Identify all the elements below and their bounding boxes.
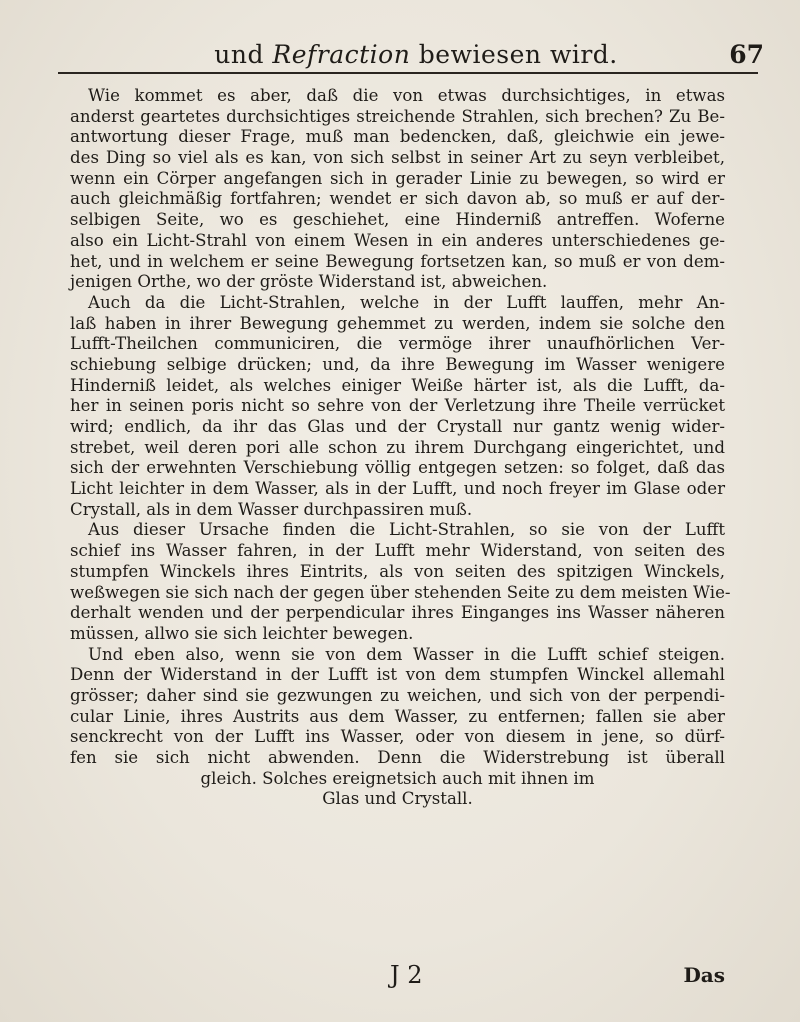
text-line: her in seinen poris nicht so sehre von der Verletzung ihre Theile verrücket bbox=[70, 396, 725, 416]
text-line: Glas und Crystall. bbox=[322, 789, 473, 809]
text-line: anderst geartetes durchsichtiges streichende Strahlen, sich brechen? Zu Be- bbox=[70, 106, 725, 126]
text-line: müssen, allwo sie sich leichter bewegen. bbox=[70, 623, 414, 643]
page-number: 67 bbox=[729, 40, 764, 69]
text-line: Auch da die Licht-Strahlen, welche in der Lufft lauffen, mehr An- bbox=[88, 292, 725, 312]
running-title bbox=[60, 38, 772, 72]
running-header bbox=[60, 38, 772, 72]
text-line: des Ding so viel als es kan, von sich selbst in seiner Art zu seyn verbleibet, bbox=[70, 148, 725, 168]
text-line: Denn der Widerstand in der Lufft ist von dem stumpfen Winckel allemahl bbox=[70, 665, 725, 685]
catchword: Das bbox=[683, 963, 725, 987]
page-footer bbox=[70, 958, 725, 998]
text-line: weßwegen sie sich nach der gegen über stehenden Seite zu dem meisten Wie- bbox=[70, 582, 731, 602]
text-line: Aus dieser Ursache finden die Licht-Strahlen, so sie von der Lufft bbox=[88, 520, 725, 540]
text-line: also ein Licht-Strahl von einem Wesen in ein anderes unterschiedenes ge- bbox=[70, 230, 725, 250]
text-line: schief ins Wasser fahren, in der Lufft mehr Widerstand, von seiten des bbox=[70, 541, 725, 561]
text-line: sich der erwehnten Verschiebung völlig entgegen setzen: so folget, daß das bbox=[70, 458, 725, 478]
header-rule bbox=[58, 72, 758, 74]
running-title-start: und bbox=[214, 40, 273, 69]
text-line: wenn ein Cörper angefangen sich in gerader Linie zu bewegen, so wird er bbox=[70, 168, 725, 188]
text-line: auch gleichmäßig fortfahren; wendet er sich davon ab, so muß er auf der- bbox=[70, 189, 725, 209]
text-line: het, und in welchem er seine Bewegung fortsetzen kan, so muß er von dem- bbox=[70, 251, 725, 271]
text-line: derhalt wenden und der perpendicular ihres Einganges ins Wasser näheren bbox=[70, 603, 725, 623]
signature-mark: J 2 bbox=[390, 961, 423, 989]
text-line: Hinderniß leidet, als welches einiger Weiße härter ist, als die Lufft, da- bbox=[70, 375, 725, 395]
text-line: Lufft-Theilchen communiciren, die vermöge ihrer unaufhörlichen Ver- bbox=[70, 334, 725, 354]
text-line: antwortung dieser Frage, muß man bedencken, daß, gleichwie ein jewe- bbox=[70, 127, 725, 147]
text-line: Licht leichter in dem Wasser, als in der Lufft, und noch freyer im Glase oder bbox=[70, 479, 725, 499]
text-line: schiebung selbige drücken; und, da ihre Bewegung im Wasser wenigere bbox=[70, 354, 725, 374]
text-line: jenigen Orthe, wo der gröste Widerstand ist, abweichen. bbox=[70, 272, 548, 292]
running-title-end: bewiesen wird. bbox=[410, 40, 618, 69]
text-line: stumpfen Winckels ihres Eintrits, als von seiten des spitzigen Winckels, bbox=[70, 561, 725, 581]
text-line: Und eben also, wenn sie von dem Wasser in die Lufft schief steigen. bbox=[88, 644, 725, 664]
text-line: strebet, weil deren pori alle schon zu ihrem Durchgang eingerichtet, und bbox=[70, 437, 725, 457]
text-line: Crystall, als in dem Wasser durchpassiren muß. bbox=[70, 499, 473, 519]
text-line: senckrecht von der Lufft ins Wasser, oder von diesem in jene, so dürf- bbox=[70, 727, 725, 747]
text-line: fen sie sich nicht abwenden. Denn die Widerstrebung ist überall bbox=[70, 748, 725, 767]
text-line: cular Linie, ihres Austrits aus dem Wasser, zu entfernen; fallen sie aber bbox=[70, 706, 725, 726]
text-line: gleich. Solches ereignetsich auch mit ihnen im bbox=[200, 768, 595, 788]
text-line: wird; endlich, da ihr das Glas und der Crystall nur gantz wenig wider- bbox=[70, 417, 725, 436]
text-line: laß haben in ihrer Bewegung gehemmet zu werden, indem sie solche den bbox=[70, 313, 725, 333]
text-line: Wie kommet es aber, daß die von etwas durchsichtiges, in etwas bbox=[88, 86, 725, 105]
text-line: selbigen Seite, wo es geschiehet, eine Hinderniß antreffen. Woferne bbox=[70, 210, 725, 230]
text-line: grösser; daher sind sie gezwungen zu weichen, und sich von der perpendi- bbox=[70, 685, 725, 705]
body-text bbox=[70, 86, 731, 810]
running-title-italic: Refraction bbox=[272, 40, 411, 69]
